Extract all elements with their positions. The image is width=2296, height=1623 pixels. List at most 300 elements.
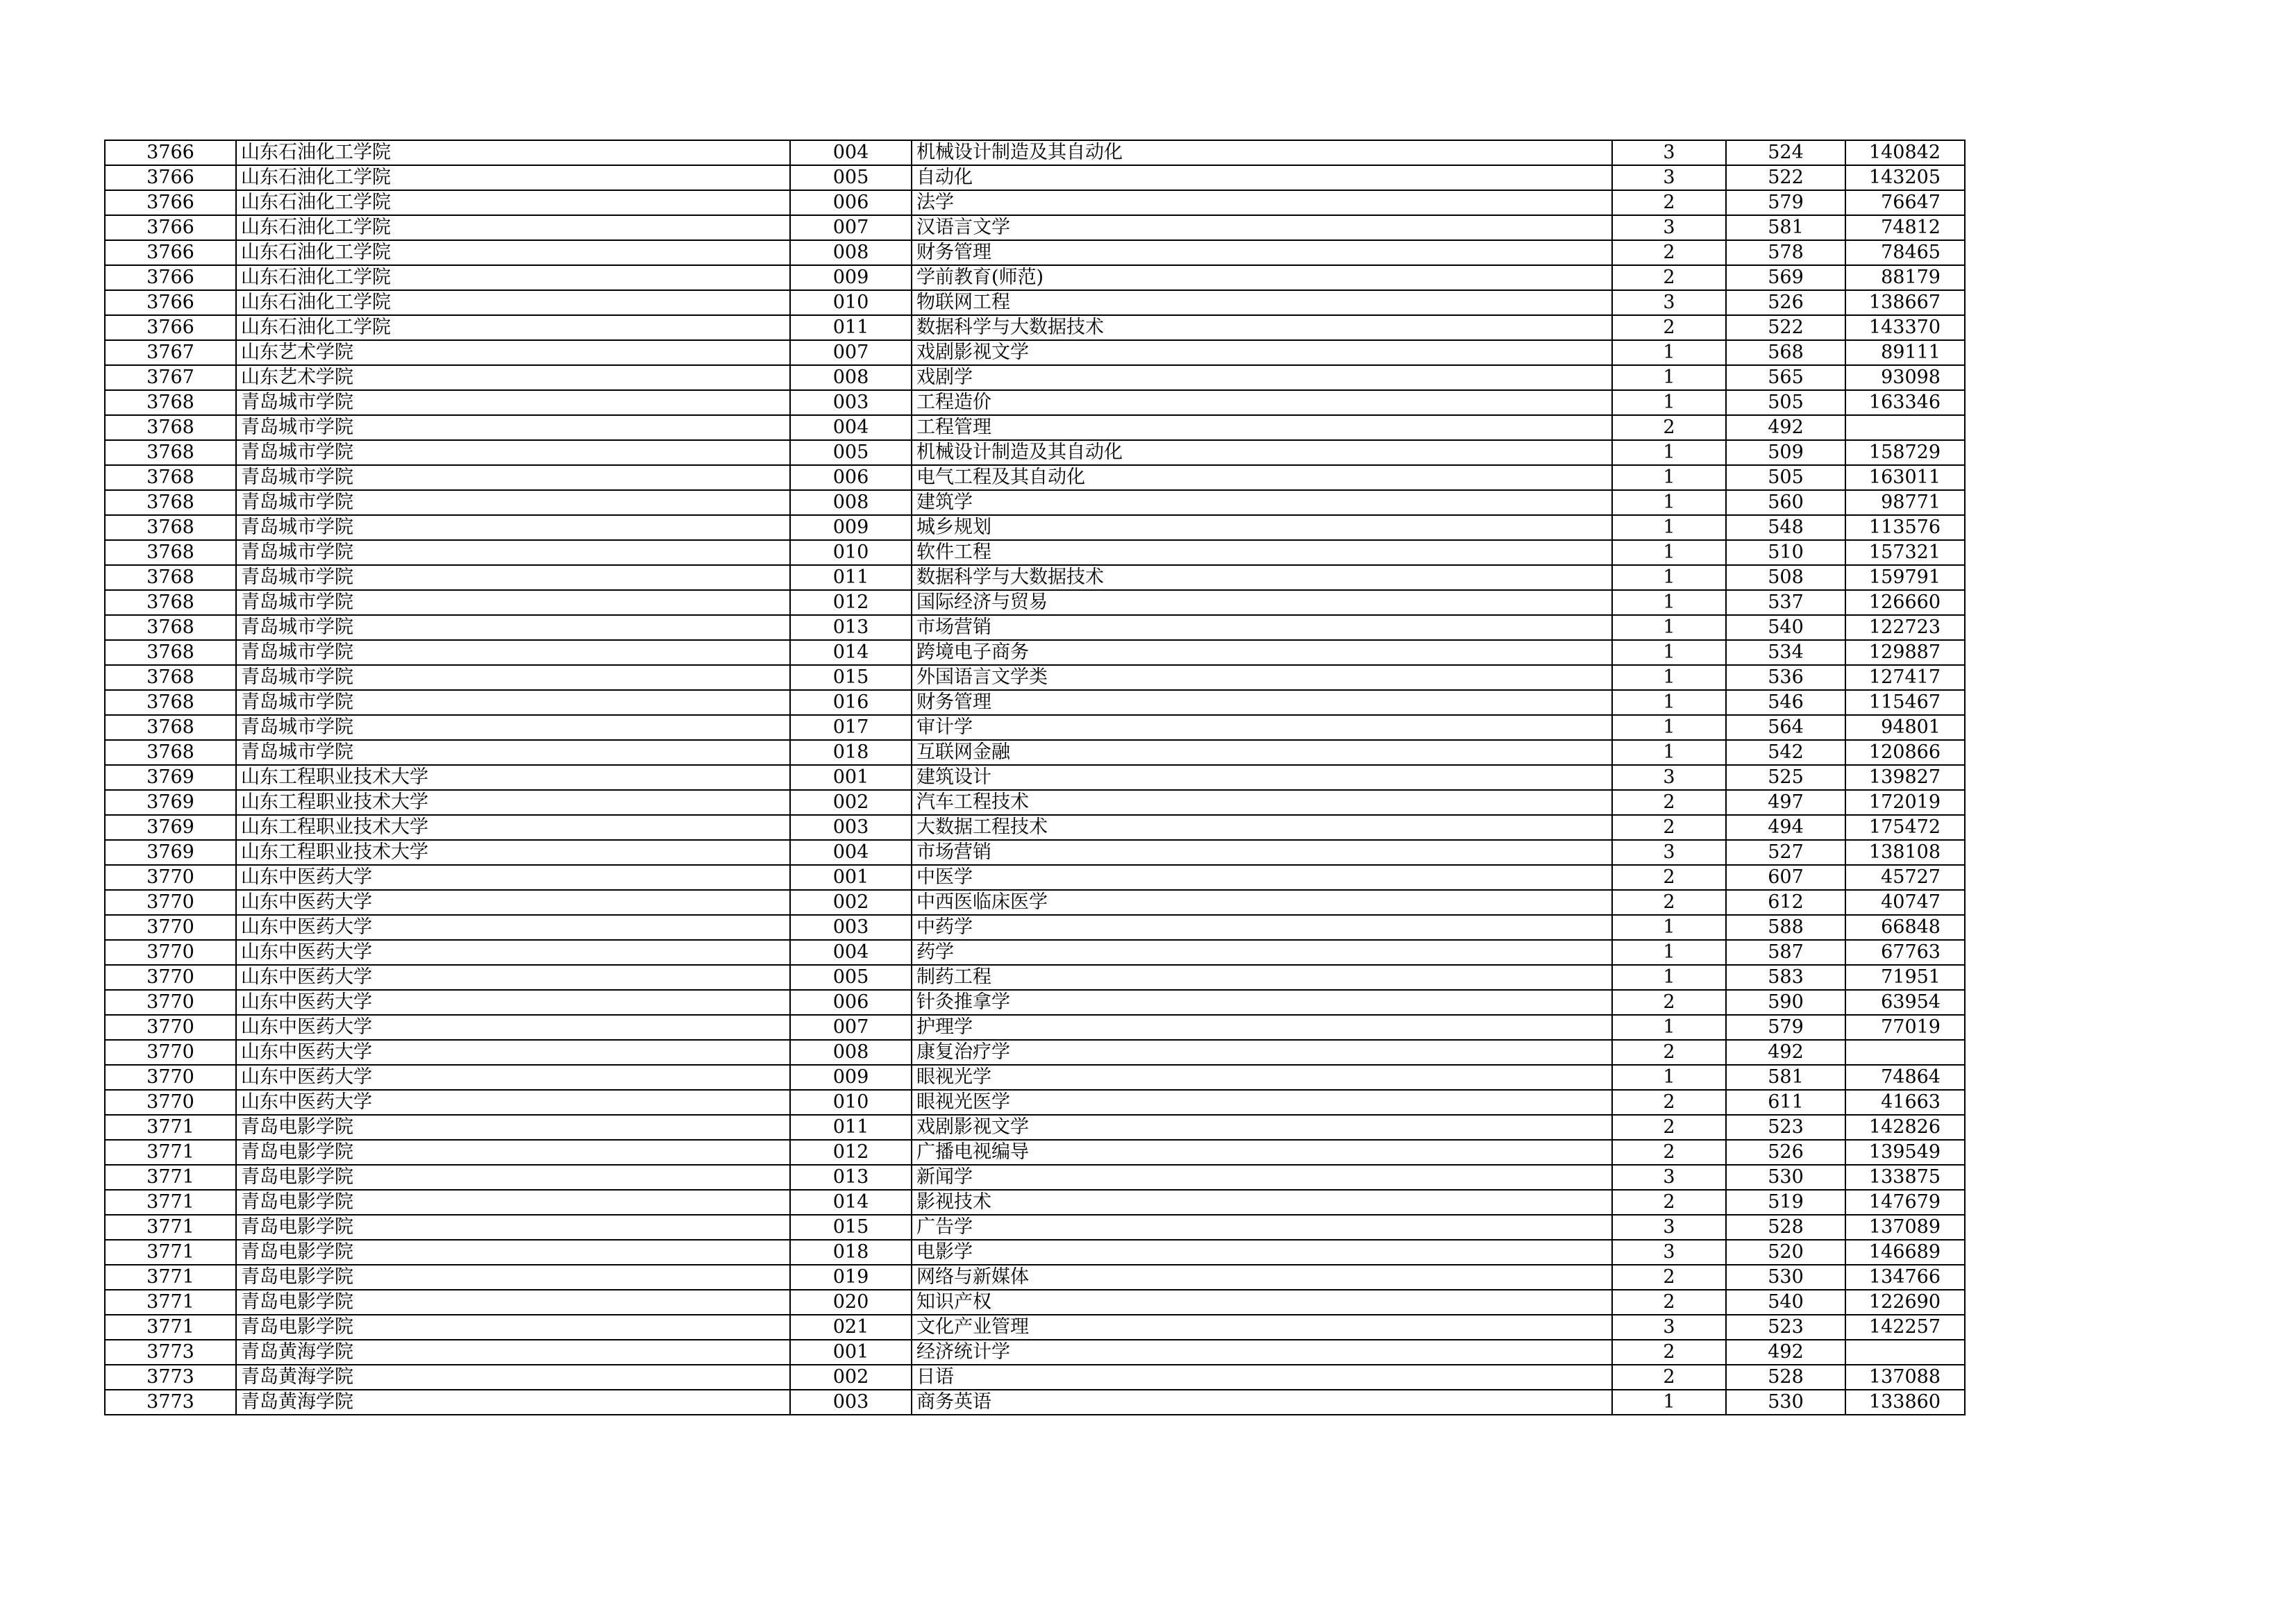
school-code-cell: 3768 bbox=[105, 715, 236, 740]
school-name-cell: 青岛电影学院 bbox=[236, 1315, 790, 1340]
min-rank-cell: 163346 bbox=[1845, 390, 1965, 415]
school-code-cell: 3766 bbox=[105, 240, 236, 265]
min-score-cell: 508 bbox=[1726, 565, 1845, 590]
major-code-cell: 016 bbox=[790, 690, 912, 715]
plan-count-cell: 2 bbox=[1612, 1365, 1726, 1390]
table-row bbox=[105, 190, 1965, 215]
table-row bbox=[105, 565, 1965, 590]
school-code-cell: 3770 bbox=[105, 965, 236, 990]
plan-count-cell: 2 bbox=[1612, 1290, 1726, 1315]
school-code-cell: 3768 bbox=[105, 490, 236, 515]
table-row bbox=[105, 365, 1965, 390]
major-code-cell: 009 bbox=[790, 515, 912, 540]
min-rank-cell: 94801 bbox=[1845, 715, 1965, 740]
school-code-cell: 3768 bbox=[105, 665, 236, 690]
major-name-cell: 跨境电子商务 bbox=[912, 640, 1612, 665]
school-name-cell: 青岛黄海学院 bbox=[236, 1340, 790, 1365]
school-name-cell: 青岛城市学院 bbox=[236, 440, 790, 465]
major-code-cell: 005 bbox=[790, 440, 912, 465]
school-name-cell: 山东中医药大学 bbox=[236, 940, 790, 965]
table-row bbox=[105, 1315, 1965, 1340]
min-rank-cell: 139827 bbox=[1845, 765, 1965, 790]
min-score-cell: 546 bbox=[1726, 690, 1845, 715]
table-row bbox=[105, 415, 1965, 440]
major-name-cell: 数据科学与大数据技术 bbox=[912, 315, 1612, 340]
school-name-cell: 青岛城市学院 bbox=[236, 515, 790, 540]
table-row bbox=[105, 440, 1965, 465]
major-code-cell: 008 bbox=[790, 490, 912, 515]
table-row bbox=[105, 315, 1965, 340]
min-rank-cell: 77019 bbox=[1845, 1015, 1965, 1040]
school-name-cell: 青岛电影学院 bbox=[236, 1265, 790, 1290]
school-name-cell: 山东工程职业技术大学 bbox=[236, 790, 790, 815]
table-row bbox=[105, 815, 1965, 840]
school-code-cell: 3770 bbox=[105, 915, 236, 940]
min-rank-cell: 133860 bbox=[1845, 1390, 1965, 1415]
school-name-cell: 山东石油化工学院 bbox=[236, 215, 790, 240]
table-row bbox=[105, 865, 1965, 890]
min-score-cell: 611 bbox=[1726, 1090, 1845, 1115]
min-rank-cell: 134766 bbox=[1845, 1265, 1965, 1290]
min-rank-cell: 88179 bbox=[1845, 265, 1965, 290]
min-score-cell: 588 bbox=[1726, 915, 1845, 940]
plan-count-cell: 3 bbox=[1612, 165, 1726, 190]
major-code-cell: 008 bbox=[790, 365, 912, 390]
min-score-cell: 523 bbox=[1726, 1315, 1845, 1340]
school-name-cell: 山东中医药大学 bbox=[236, 1065, 790, 1090]
school-code-cell: 3766 bbox=[105, 265, 236, 290]
table-row bbox=[105, 615, 1965, 640]
plan-count-cell: 1 bbox=[1612, 490, 1726, 515]
min-score-cell: 505 bbox=[1726, 390, 1845, 415]
major-code-cell: 009 bbox=[790, 1065, 912, 1090]
min-score-cell: 587 bbox=[1726, 940, 1845, 965]
min-score-cell: 526 bbox=[1726, 1140, 1845, 1165]
school-name-cell: 青岛黄海学院 bbox=[236, 1365, 790, 1390]
plan-count-cell: 3 bbox=[1612, 140, 1726, 165]
major-code-cell: 001 bbox=[790, 865, 912, 890]
min-rank-cell: 126660 bbox=[1845, 590, 1965, 615]
school-code-cell: 3766 bbox=[105, 315, 236, 340]
plan-count-cell: 1 bbox=[1612, 615, 1726, 640]
min-score-cell: 536 bbox=[1726, 665, 1845, 690]
major-code-cell: 019 bbox=[790, 1265, 912, 1290]
school-code-cell: 3770 bbox=[105, 1065, 236, 1090]
plan-count-cell: 2 bbox=[1612, 1040, 1726, 1065]
school-code-cell: 3768 bbox=[105, 540, 236, 565]
major-name-cell: 市场营销 bbox=[912, 840, 1612, 865]
major-code-cell: 017 bbox=[790, 715, 912, 740]
major-code-cell: 018 bbox=[790, 1240, 912, 1265]
plan-count-cell: 2 bbox=[1612, 190, 1726, 215]
table-row bbox=[105, 1265, 1965, 1290]
min-score-cell: 528 bbox=[1726, 1215, 1845, 1240]
school-code-cell: 3770 bbox=[105, 1090, 236, 1115]
table-row bbox=[105, 665, 1965, 690]
min-score-cell: 523 bbox=[1726, 1115, 1845, 1140]
min-score-cell: 519 bbox=[1726, 1190, 1845, 1215]
plan-count-cell: 1 bbox=[1612, 915, 1726, 940]
table-row bbox=[105, 1365, 1965, 1390]
school-code-cell: 3768 bbox=[105, 740, 236, 765]
major-name-cell: 针灸推拿学 bbox=[912, 990, 1612, 1015]
major-name-cell: 中西医临床医学 bbox=[912, 890, 1612, 915]
major-name-cell: 护理学 bbox=[912, 1015, 1612, 1040]
major-name-cell: 工程管理 bbox=[912, 415, 1612, 440]
min-rank-cell bbox=[1845, 1340, 1965, 1365]
school-name-cell: 青岛城市学院 bbox=[236, 490, 790, 515]
min-score-cell: 522 bbox=[1726, 315, 1845, 340]
major-name-cell: 戏剧学 bbox=[912, 365, 1612, 390]
school-name-cell: 青岛电影学院 bbox=[236, 1115, 790, 1140]
table-row bbox=[105, 1090, 1965, 1115]
min-score-cell: 492 bbox=[1726, 1040, 1845, 1065]
plan-count-cell: 2 bbox=[1612, 990, 1726, 1015]
major-code-cell: 014 bbox=[790, 1190, 912, 1215]
table-body bbox=[105, 140, 1965, 1415]
school-name-cell: 山东中医药大学 bbox=[236, 1040, 790, 1065]
min-rank-cell: 63954 bbox=[1845, 990, 1965, 1015]
min-rank-cell: 129887 bbox=[1845, 640, 1965, 665]
school-name-cell: 青岛城市学院 bbox=[236, 665, 790, 690]
school-name-cell: 山东石油化工学院 bbox=[236, 140, 790, 165]
table-row bbox=[105, 590, 1965, 615]
school-name-cell: 山东中医药大学 bbox=[236, 990, 790, 1015]
plan-count-cell: 1 bbox=[1612, 640, 1726, 665]
min-rank-cell bbox=[1845, 415, 1965, 440]
major-code-cell: 001 bbox=[790, 1340, 912, 1365]
major-code-cell: 004 bbox=[790, 940, 912, 965]
plan-count-cell: 1 bbox=[1612, 1390, 1726, 1415]
major-code-cell: 001 bbox=[790, 765, 912, 790]
major-name-cell: 市场营销 bbox=[912, 615, 1612, 640]
min-rank-cell: 137089 bbox=[1845, 1215, 1965, 1240]
school-code-cell: 3771 bbox=[105, 1190, 236, 1215]
plan-count-cell: 1 bbox=[1612, 665, 1726, 690]
plan-count-cell: 2 bbox=[1612, 865, 1726, 890]
school-code-cell: 3770 bbox=[105, 940, 236, 965]
major-code-cell: 009 bbox=[790, 265, 912, 290]
table-row bbox=[105, 215, 1965, 240]
min-score-cell: 540 bbox=[1726, 1290, 1845, 1315]
min-score-cell: 583 bbox=[1726, 965, 1845, 990]
min-score-cell: 527 bbox=[1726, 840, 1845, 865]
school-name-cell: 青岛城市学院 bbox=[236, 415, 790, 440]
min-score-cell: 530 bbox=[1726, 1390, 1845, 1415]
table-row bbox=[105, 640, 1965, 665]
plan-count-cell: 2 bbox=[1612, 1340, 1726, 1365]
school-name-cell: 青岛城市学院 bbox=[236, 540, 790, 565]
table-row bbox=[105, 890, 1965, 915]
major-name-cell: 知识产权 bbox=[912, 1290, 1612, 1315]
table-row bbox=[105, 990, 1965, 1015]
table-row bbox=[105, 140, 1965, 165]
school-code-cell: 3768 bbox=[105, 640, 236, 665]
min-rank-cell: 127417 bbox=[1845, 665, 1965, 690]
major-name-cell: 影视技术 bbox=[912, 1190, 1612, 1215]
min-score-cell: 494 bbox=[1726, 815, 1845, 840]
table-row bbox=[105, 715, 1965, 740]
school-name-cell: 山东石油化工学院 bbox=[236, 265, 790, 290]
min-rank-cell: 143205 bbox=[1845, 165, 1965, 190]
major-code-cell: 021 bbox=[790, 1315, 912, 1340]
school-code-cell: 3770 bbox=[105, 1040, 236, 1065]
major-name-cell: 软件工程 bbox=[912, 540, 1612, 565]
school-code-cell: 3770 bbox=[105, 1015, 236, 1040]
min-rank-cell: 45727 bbox=[1845, 865, 1965, 890]
min-rank-cell: 122690 bbox=[1845, 1290, 1965, 1315]
school-name-cell: 山东中医药大学 bbox=[236, 915, 790, 940]
min-score-cell: 565 bbox=[1726, 365, 1845, 390]
min-score-cell: 581 bbox=[1726, 1065, 1845, 1090]
school-code-cell: 3766 bbox=[105, 290, 236, 315]
plan-count-cell: 3 bbox=[1612, 840, 1726, 865]
major-name-cell: 眼视光医学 bbox=[912, 1090, 1612, 1115]
major-name-cell: 广告学 bbox=[912, 1215, 1612, 1240]
major-code-cell: 007 bbox=[790, 215, 912, 240]
school-code-cell: 3769 bbox=[105, 815, 236, 840]
school-code-cell: 3768 bbox=[105, 590, 236, 615]
plan-count-cell: 1 bbox=[1612, 465, 1726, 490]
table-row bbox=[105, 390, 1965, 415]
min-rank-cell: 157321 bbox=[1845, 540, 1965, 565]
table-row bbox=[105, 840, 1965, 865]
school-code-cell: 3769 bbox=[105, 765, 236, 790]
min-rank-cell: 146689 bbox=[1845, 1240, 1965, 1265]
plan-count-cell: 1 bbox=[1612, 540, 1726, 565]
school-code-cell: 3770 bbox=[105, 890, 236, 915]
min-rank-cell: 66848 bbox=[1845, 915, 1965, 940]
min-rank-cell: 147679 bbox=[1845, 1190, 1965, 1215]
table-row bbox=[105, 1340, 1965, 1365]
min-score-cell: 612 bbox=[1726, 890, 1845, 915]
plan-count-cell: 2 bbox=[1612, 815, 1726, 840]
school-code-cell: 3766 bbox=[105, 165, 236, 190]
major-code-cell: 012 bbox=[790, 590, 912, 615]
plan-count-cell: 3 bbox=[1612, 765, 1726, 790]
major-name-cell: 财务管理 bbox=[912, 690, 1612, 715]
plan-count-cell: 2 bbox=[1612, 1090, 1726, 1115]
admission-table bbox=[104, 140, 1966, 1415]
min-score-cell: 520 bbox=[1726, 1240, 1845, 1265]
min-score-cell: 534 bbox=[1726, 640, 1845, 665]
min-rank-cell: 158729 bbox=[1845, 440, 1965, 465]
min-score-cell: 525 bbox=[1726, 765, 1845, 790]
plan-count-cell: 3 bbox=[1612, 215, 1726, 240]
school-name-cell: 山东石油化工学院 bbox=[236, 290, 790, 315]
school-code-cell: 3766 bbox=[105, 140, 236, 165]
min-score-cell: 537 bbox=[1726, 590, 1845, 615]
major-name-cell: 网络与新媒体 bbox=[912, 1265, 1612, 1290]
min-rank-cell: 98771 bbox=[1845, 490, 1965, 515]
school-name-cell: 青岛城市学院 bbox=[236, 465, 790, 490]
school-code-cell: 3768 bbox=[105, 690, 236, 715]
school-code-cell: 3771 bbox=[105, 1290, 236, 1315]
table-row bbox=[105, 1215, 1965, 1240]
min-rank-cell: 142826 bbox=[1845, 1115, 1965, 1140]
school-code-cell: 3768 bbox=[105, 465, 236, 490]
plan-count-cell: 1 bbox=[1612, 565, 1726, 590]
plan-count-cell: 2 bbox=[1612, 265, 1726, 290]
school-code-cell: 3771 bbox=[105, 1315, 236, 1340]
min-rank-cell: 133875 bbox=[1845, 1165, 1965, 1190]
table-row bbox=[105, 765, 1965, 790]
table-row bbox=[105, 1140, 1965, 1165]
min-rank-cell: 74812 bbox=[1845, 215, 1965, 240]
major-name-cell: 物联网工程 bbox=[912, 290, 1612, 315]
major-code-cell: 010 bbox=[790, 1090, 912, 1115]
min-rank-cell: 142257 bbox=[1845, 1315, 1965, 1340]
major-code-cell: 006 bbox=[790, 190, 912, 215]
major-name-cell: 戏剧影视文学 bbox=[912, 1115, 1612, 1140]
major-name-cell: 自动化 bbox=[912, 165, 1612, 190]
min-rank-cell: 139549 bbox=[1845, 1140, 1965, 1165]
major-name-cell: 汽车工程技术 bbox=[912, 790, 1612, 815]
school-name-cell: 青岛电影学院 bbox=[236, 1240, 790, 1265]
major-name-cell: 戏剧影视文学 bbox=[912, 340, 1612, 365]
major-name-cell: 汉语言文学 bbox=[912, 215, 1612, 240]
school-name-cell: 青岛城市学院 bbox=[236, 565, 790, 590]
major-code-cell: 005 bbox=[790, 965, 912, 990]
major-name-cell: 商务英语 bbox=[912, 1390, 1612, 1415]
school-code-cell: 3767 bbox=[105, 340, 236, 365]
school-name-cell: 山东艺术学院 bbox=[236, 340, 790, 365]
major-name-cell: 经济统计学 bbox=[912, 1340, 1612, 1365]
min-score-cell: 492 bbox=[1726, 1340, 1845, 1365]
plan-count-cell: 1 bbox=[1612, 715, 1726, 740]
table-row bbox=[105, 1015, 1965, 1040]
major-code-cell: 013 bbox=[790, 615, 912, 640]
plan-count-cell: 3 bbox=[1612, 290, 1726, 315]
major-code-cell: 013 bbox=[790, 1165, 912, 1190]
table-row bbox=[105, 515, 1965, 540]
min-score-cell: 528 bbox=[1726, 1365, 1845, 1390]
school-code-cell: 3768 bbox=[105, 565, 236, 590]
table-row bbox=[105, 1115, 1965, 1140]
table-row bbox=[105, 540, 1965, 565]
table-row bbox=[105, 1290, 1965, 1315]
major-code-cell: 003 bbox=[790, 1390, 912, 1415]
school-code-cell: 3771 bbox=[105, 1115, 236, 1140]
major-name-cell: 电影学 bbox=[912, 1240, 1612, 1265]
school-name-cell: 青岛城市学院 bbox=[236, 615, 790, 640]
major-code-cell: 010 bbox=[790, 540, 912, 565]
major-name-cell: 建筑设计 bbox=[912, 765, 1612, 790]
plan-count-cell: 1 bbox=[1612, 690, 1726, 715]
major-name-cell: 大数据工程技术 bbox=[912, 815, 1612, 840]
min-rank-cell: 122723 bbox=[1845, 615, 1965, 640]
school-code-cell: 3771 bbox=[105, 1140, 236, 1165]
min-rank-cell: 89111 bbox=[1845, 340, 1965, 365]
school-code-cell: 3768 bbox=[105, 515, 236, 540]
major-name-cell: 广播电视编导 bbox=[912, 1140, 1612, 1165]
min-score-cell: 526 bbox=[1726, 290, 1845, 315]
plan-count-cell: 1 bbox=[1612, 440, 1726, 465]
major-name-cell: 日语 bbox=[912, 1365, 1612, 1390]
min-score-cell: 540 bbox=[1726, 615, 1845, 640]
school-code-cell: 3768 bbox=[105, 415, 236, 440]
min-score-cell: 492 bbox=[1726, 415, 1845, 440]
school-code-cell: 3767 bbox=[105, 365, 236, 390]
major-name-cell: 中药学 bbox=[912, 915, 1612, 940]
school-code-cell: 3771 bbox=[105, 1215, 236, 1240]
major-name-cell: 文化产业管理 bbox=[912, 1315, 1612, 1340]
school-name-cell: 山东石油化工学院 bbox=[236, 165, 790, 190]
school-name-cell: 青岛城市学院 bbox=[236, 690, 790, 715]
min-score-cell: 569 bbox=[1726, 265, 1845, 290]
plan-count-cell: 2 bbox=[1612, 1140, 1726, 1165]
major-name-cell: 国际经济与贸易 bbox=[912, 590, 1612, 615]
major-code-cell: 002 bbox=[790, 1365, 912, 1390]
plan-count-cell: 1 bbox=[1612, 390, 1726, 415]
min-rank-cell: 71951 bbox=[1845, 965, 1965, 990]
plan-count-cell: 2 bbox=[1612, 1265, 1726, 1290]
major-name-cell: 审计学 bbox=[912, 715, 1612, 740]
min-rank-cell: 78465 bbox=[1845, 240, 1965, 265]
min-score-cell: 497 bbox=[1726, 790, 1845, 815]
major-name-cell: 制药工程 bbox=[912, 965, 1612, 990]
major-name-cell: 机械设计制造及其自动化 bbox=[912, 440, 1612, 465]
major-code-cell: 006 bbox=[790, 990, 912, 1015]
major-name-cell: 法学 bbox=[912, 190, 1612, 215]
min-rank-cell: 172019 bbox=[1845, 790, 1965, 815]
min-score-cell: 510 bbox=[1726, 540, 1845, 565]
table-row bbox=[105, 1240, 1965, 1265]
major-code-cell: 011 bbox=[790, 565, 912, 590]
min-rank-cell: 138108 bbox=[1845, 840, 1965, 865]
school-name-cell: 青岛城市学院 bbox=[236, 740, 790, 765]
major-code-cell: 015 bbox=[790, 1215, 912, 1240]
min-rank-cell: 74864 bbox=[1845, 1065, 1965, 1090]
min-rank-cell: 163011 bbox=[1845, 465, 1965, 490]
plan-count-cell: 2 bbox=[1612, 790, 1726, 815]
min-score-cell: 581 bbox=[1726, 215, 1845, 240]
major-name-cell: 新闻学 bbox=[912, 1165, 1612, 1190]
school-name-cell: 青岛黄海学院 bbox=[236, 1390, 790, 1415]
major-name-cell: 财务管理 bbox=[912, 240, 1612, 265]
plan-count-cell: 1 bbox=[1612, 965, 1726, 990]
table-row bbox=[105, 690, 1965, 715]
major-name-cell: 眼视光学 bbox=[912, 1065, 1612, 1090]
table-row bbox=[105, 915, 1965, 940]
min-score-cell: 579 bbox=[1726, 190, 1845, 215]
school-name-cell: 山东石油化工学院 bbox=[236, 240, 790, 265]
school-code-cell: 3773 bbox=[105, 1340, 236, 1365]
min-score-cell: 579 bbox=[1726, 1015, 1845, 1040]
min-score-cell: 522 bbox=[1726, 165, 1845, 190]
plan-count-cell: 1 bbox=[1612, 340, 1726, 365]
min-rank-cell bbox=[1845, 1040, 1965, 1065]
plan-count-cell: 2 bbox=[1612, 890, 1726, 915]
table-row bbox=[105, 940, 1965, 965]
table-row bbox=[105, 1190, 1965, 1215]
school-code-cell: 3773 bbox=[105, 1390, 236, 1415]
table-row bbox=[105, 165, 1965, 190]
plan-count-cell: 2 bbox=[1612, 415, 1726, 440]
major-name-cell: 康复治疗学 bbox=[912, 1040, 1612, 1065]
table-row bbox=[105, 290, 1965, 315]
major-code-cell: 020 bbox=[790, 1290, 912, 1315]
school-name-cell: 青岛电影学院 bbox=[236, 1190, 790, 1215]
school-code-cell: 3766 bbox=[105, 215, 236, 240]
min-rank-cell: 40747 bbox=[1845, 890, 1965, 915]
min-score-cell: 578 bbox=[1726, 240, 1845, 265]
major-name-cell: 建筑学 bbox=[912, 490, 1612, 515]
major-code-cell: 018 bbox=[790, 740, 912, 765]
major-code-cell: 003 bbox=[790, 390, 912, 415]
school-name-cell: 青岛城市学院 bbox=[236, 390, 790, 415]
major-code-cell: 014 bbox=[790, 640, 912, 665]
